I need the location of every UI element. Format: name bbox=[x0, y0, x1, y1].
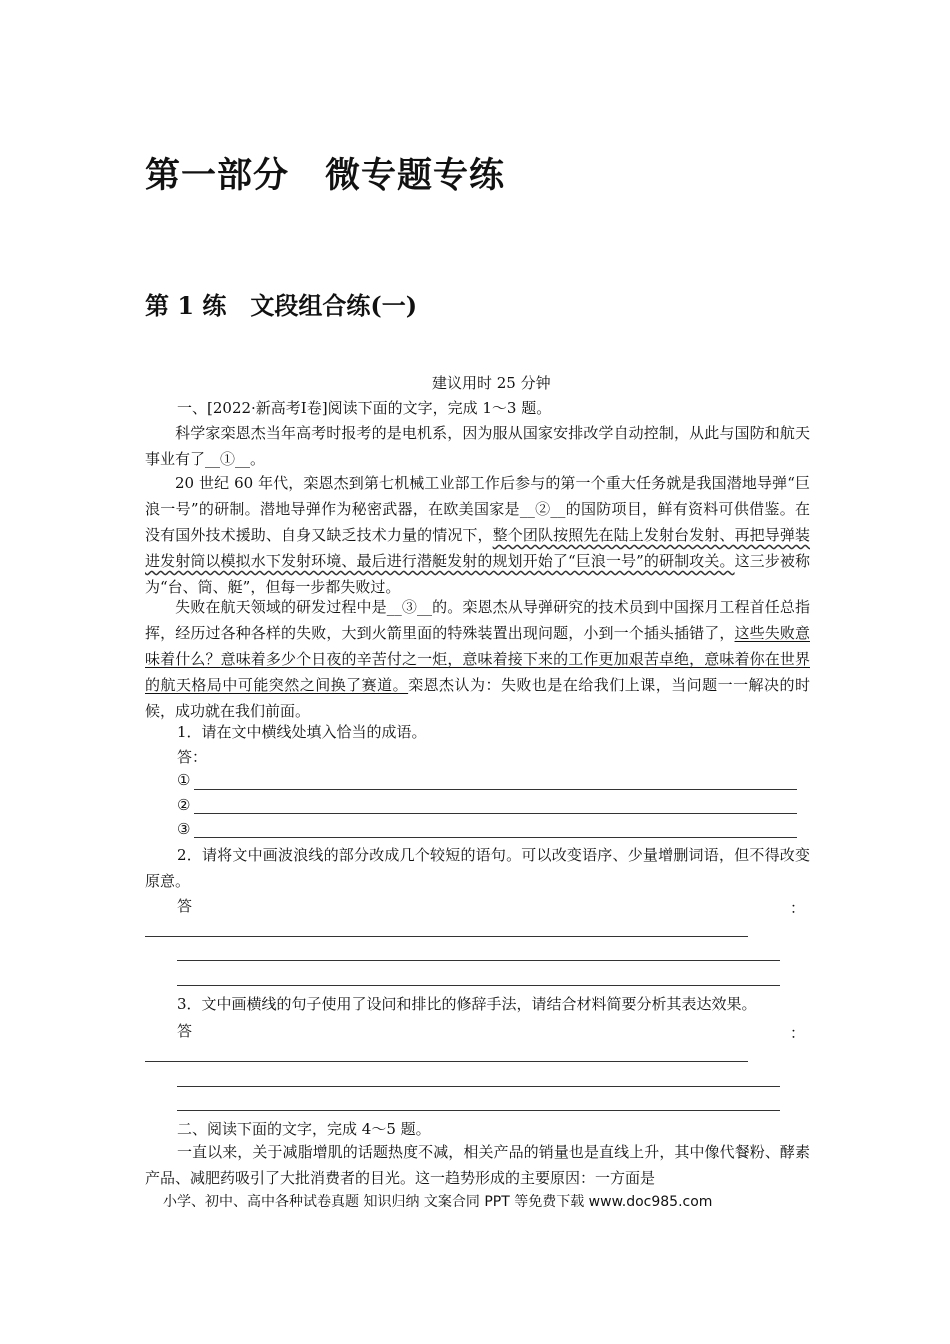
answer-line-q2-2[interactable] bbox=[177, 960, 780, 961]
answer-line-q3-3[interactable] bbox=[177, 1110, 780, 1111]
question-3: 3．文中画横线的句子使用了设问和排比的修辞手法，请结合材料简要分析其表达效果。 bbox=[177, 995, 757, 1013]
answer-line-q2-3[interactable] bbox=[177, 985, 780, 986]
answer-mark-2: ② bbox=[177, 796, 191, 814]
underlined-text: 这些失败意味着什么？意味着多少个日夜的辛苦付之一炬，意味着接下来的工作更加艰苦卓绝，意味着你在世界的航天格局中可能突然之间换了赛道。 bbox=[145, 624, 810, 694]
question-3-answer-colon: ： bbox=[790, 1024, 806, 1042]
question-2-answer-colon: ： bbox=[790, 899, 806, 917]
section2-heading: 二、阅读下面的文字，完成 4～5 题。 bbox=[177, 1120, 431, 1138]
question-2-answer-label: 答 bbox=[177, 897, 193, 915]
section1-heading: 一、[2022·新高考Ⅰ卷]阅读下面的文字，完成 1～3 题。 bbox=[177, 399, 552, 417]
answer-mark-3: ③ bbox=[177, 820, 191, 838]
answer-mark-1: ① bbox=[177, 771, 191, 789]
answer-line-3[interactable] bbox=[194, 837, 797, 838]
answer-line-q3-1[interactable] bbox=[145, 1061, 748, 1062]
blank-2: __②__ bbox=[519, 500, 566, 518]
lesson-title: 第 1 练 文段组合练(一) bbox=[145, 291, 418, 320]
passage-paragraph-3: 失败在航天领域的研发过程中是__③__的。栾恩杰从导弹研究的技术员到中国探月工程首任总指挥，经历过各种各样的失败，大到火箭里面的特殊装置出现问题，小到一个插头插错了，这些失败意味着什么？意味着多少个日夜的辛苦付之一炬，意味着接下来的工作更加艰苦卓绝，意味着你在世界的航天格局中可能突然之间换了赛道。栾恩杰认为：失败也是在给我们上课，当问题一一解决的时候，成功就在我们前面。 bbox=[145, 598, 810, 720]
question-1-answer-label: 答： bbox=[177, 748, 208, 766]
answer-line-q2-1[interactable] bbox=[145, 936, 748, 937]
blank-1: __①__ bbox=[205, 450, 251, 468]
question-1: 1．请在文中横线处填入恰当的成语。 bbox=[177, 723, 427, 741]
page-footer: 小学、初中、高中各种试卷真题 知识归纳 文案合同 PPT 等免费下载 www.doc985.com bbox=[163, 1194, 713, 1210]
answer-line-q3-2[interactable] bbox=[177, 1086, 780, 1087]
section2-paragraph-1: 一直以来，关于减脂增肌的话题热度不减，相关产品的销量也是直线上升，其中像代餐粉、酵素产品、减肥药吸引了大批消费者的目光。这一趋势形成的主要原因：一方面是 bbox=[145, 1143, 810, 1187]
passage-paragraph-1: 科学家栾恩杰当年高考时报考的是电机系，因为服从国家安排改学自动控制，从此与国防和航天事业有了__①__。 bbox=[145, 424, 810, 468]
suggested-time: 建议用时 25 分钟 bbox=[432, 374, 551, 392]
question-2: 2．请将文中画波浪线的部分改成几个较短的语句。可以改变语序、少量增删词语，但不得改变原意。 bbox=[145, 846, 810, 890]
answer-line-1[interactable] bbox=[194, 789, 797, 790]
question-3-answer-label: 答 bbox=[177, 1022, 193, 1040]
part-title: 第一部分 微专题专练 bbox=[145, 155, 506, 196]
wavy-underlined-text: 整个团队按照先在陆上发射台发射、再把导弹装进发射筒以模拟水下发射环境、最后进行潜艇发射的规划开始了“巨浪一号”的研制攻关。 bbox=[145, 526, 810, 570]
passage-paragraph-2: 20 世纪 60 年代，栾恩杰到第七机械工业部工作后参与的第一个重大任务就是我国潜地导弹“巨浪一号”的研制。潜地导弹作为秘密武器，在欧美国家是__②__的国防项目，鲜有资料可供借鉴。在没有国外技术援助、自身又缺乏技术力量的情况下，整个团队按照先在陆上发射台发射、再把导弹装进发射筒以模拟水下发射环境、最后进行潜艇发射的规划开始了“巨浪一号”的研制攻关。这三步被称为“台、筒、艇”，但每一步都失败过。 bbox=[145, 474, 810, 596]
answer-line-2[interactable] bbox=[194, 813, 797, 814]
blank-3: __③__ bbox=[386, 598, 433, 616]
